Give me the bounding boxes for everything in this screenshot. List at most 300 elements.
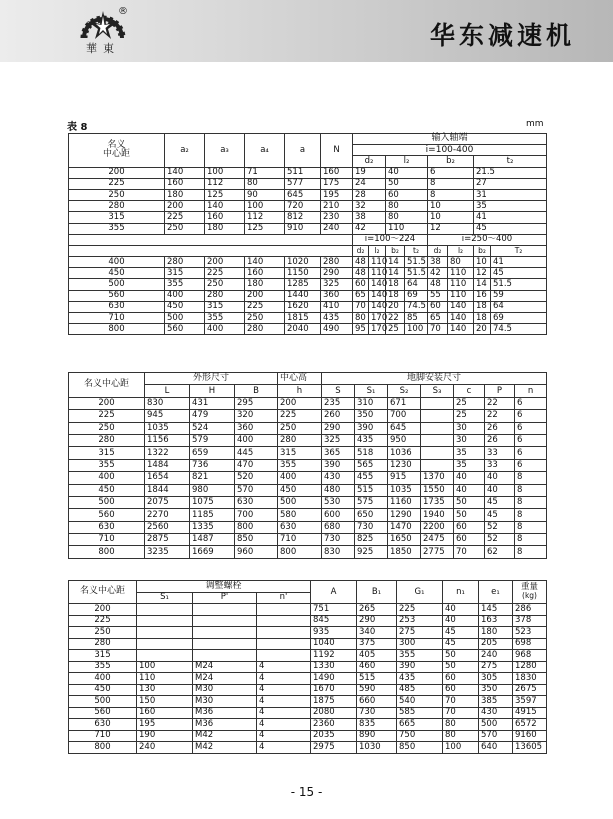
table-cell: 585 [397, 707, 443, 719]
table-cell: 100 [137, 661, 193, 673]
table-cell: 225 [69, 178, 165, 189]
table-cell: 26 [485, 422, 515, 434]
table-cell: 500 [69, 496, 145, 508]
dimension-table-3 [68, 580, 547, 754]
table-cell: 3235 [145, 546, 190, 558]
table-cell: 915 [388, 472, 421, 484]
table-cell: 9160 [513, 730, 547, 742]
table-cell: 830 [322, 546, 355, 558]
table-cell: 400 [69, 257, 165, 268]
table-cell [257, 627, 311, 639]
table-cell: 890 [357, 730, 397, 742]
table-cell: 460 [357, 661, 397, 673]
table-cell: 180 [165, 189, 205, 200]
table-row [69, 534, 547, 546]
table-cell: 225 [69, 410, 145, 422]
table-row [69, 301, 547, 312]
table-cell: 645 [388, 422, 421, 434]
table-cell: 845 [311, 615, 357, 627]
table-cell: 515 [357, 673, 397, 685]
table-cell: 22 [485, 397, 515, 409]
table-cell: 698 [513, 638, 547, 650]
table-cell: 180 [245, 279, 285, 290]
table-cell: 290 [322, 422, 355, 434]
table-cell: 315 [69, 650, 137, 662]
table-cell: 470 [235, 459, 278, 471]
table-cell: 10 [474, 257, 491, 268]
table-cell: 22 [386, 313, 405, 324]
table-cell: 435 [355, 434, 388, 446]
table-cell: 1330 [311, 661, 357, 673]
table-cell: 8 [428, 178, 474, 189]
table-cell: 18 [386, 279, 405, 290]
table-cell: 20 [474, 324, 491, 335]
header-input-shaft: 输入轴端 [353, 134, 547, 145]
table-cell: 800 [235, 521, 278, 533]
table-cell: 60 [386, 189, 428, 200]
table-cell: 1470 [388, 521, 421, 533]
table-row [69, 604, 547, 616]
table-cell: 80 [353, 313, 369, 324]
table-cell: 630 [69, 719, 137, 731]
table-cell: 1850 [388, 546, 421, 558]
table-cell: 560 [165, 324, 205, 335]
table-cell: 280 [245, 324, 285, 335]
table-cell: 280 [278, 434, 322, 446]
page-header [0, 0, 613, 62]
column-header: S [322, 385, 355, 397]
table-cell: 385 [479, 696, 513, 708]
table-cell: 280 [165, 257, 205, 268]
table-cell: 110 [369, 257, 386, 268]
table-cell: 1940 [421, 509, 454, 521]
table-cell: 200 [69, 167, 165, 178]
header-nominal-center-distance: 名义中心距 [69, 581, 137, 604]
table-cell: 430 [479, 707, 513, 719]
table-cell: 6 [515, 447, 547, 459]
table-cell: 1620 [285, 301, 321, 312]
table-row [69, 223, 547, 234]
table-cell [193, 604, 257, 616]
table-cell: 1280 [513, 661, 547, 673]
header-B1: B₁ [357, 581, 397, 604]
table-cell: 1490 [311, 673, 357, 685]
table-cell: 48 [353, 257, 369, 268]
table-cell: 21.5 [474, 167, 547, 178]
column-header: c [454, 385, 485, 397]
table-cell: 315 [165, 268, 205, 279]
table-cell: 240 [137, 742, 193, 754]
table-cell: 450 [165, 301, 205, 312]
table-cell: 910 [285, 223, 321, 234]
header-ratio-100-224: i=100～224 [353, 234, 428, 245]
table-cell: 170 [369, 313, 386, 324]
table-cell: 700 [235, 509, 278, 521]
table-cell: 515 [355, 484, 388, 496]
table-cell: 1322 [145, 447, 190, 459]
table-cell [193, 627, 257, 639]
table-cell: 2775 [421, 546, 454, 558]
column-header: S₁ [355, 385, 388, 397]
table-cell: 140 [165, 167, 205, 178]
table-cell: 821 [190, 472, 235, 484]
table-cell: 1285 [285, 279, 321, 290]
table-cell: 30 [454, 434, 485, 446]
table-cell: 575 [355, 496, 388, 508]
table-cell: 250 [69, 627, 137, 639]
header-G1: G₁ [397, 581, 443, 604]
table-cell [421, 397, 454, 409]
table-cell: 850 [397, 742, 443, 754]
table-cell: 230 [321, 212, 353, 223]
table-cell: 325 [322, 434, 355, 446]
header-foot-installation: 地脚安装尺寸 [322, 373, 547, 385]
table-cell: 4 [257, 696, 311, 708]
table-cell: 315 [278, 447, 322, 459]
table-cell: 290 [357, 615, 397, 627]
table-cell: 355 [165, 279, 205, 290]
table-row [69, 521, 547, 533]
table-cell: 70 [353, 301, 369, 312]
header-l2: l₂ [386, 156, 428, 167]
table-row [69, 167, 547, 178]
table-cell: 45 [485, 509, 515, 521]
table-cell: 125 [245, 223, 285, 234]
table-cell: 590 [357, 684, 397, 696]
table-cell: 42 [428, 268, 448, 279]
table-cell: 365 [322, 447, 355, 459]
table-cell: 112 [205, 178, 245, 189]
table-cell: 80 [443, 719, 479, 731]
logo-text: 華東 [86, 42, 120, 55]
blank-header-cell [69, 245, 353, 256]
table-cell: 38 [353, 212, 386, 223]
table-cell: 50 [443, 650, 479, 662]
table-cell: 671 [388, 397, 421, 409]
table-cell: 10 [428, 201, 474, 212]
header-weight-unit: (kg) [522, 591, 537, 600]
table-cell: 253 [397, 615, 443, 627]
header-nominal-center-distance: 名义中心距 [69, 373, 145, 398]
table-cell [193, 650, 257, 662]
table-cell: 435 [321, 313, 353, 324]
table-cell: 530 [322, 496, 355, 508]
table-row [69, 397, 547, 409]
table-cell: 62 [485, 546, 515, 558]
table-cell [137, 650, 193, 662]
table-cell: 10 [428, 212, 474, 223]
table-cell: 60 [454, 521, 485, 533]
table-cell: 140 [369, 301, 386, 312]
table-cell: 60 [428, 301, 448, 312]
table-cell: 14 [386, 268, 405, 279]
table-cell [257, 650, 311, 662]
table-cell: 315 [69, 447, 145, 459]
table-cell: 200 [165, 201, 205, 212]
table-cell: 825 [355, 534, 388, 546]
header-nominal-center [69, 134, 165, 168]
table-cell: 60 [353, 279, 369, 290]
table-cell: 260 [322, 410, 355, 422]
table-cell: 8 [515, 546, 547, 558]
table-cell: 560 [69, 290, 165, 301]
table-cell: 52 [485, 534, 515, 546]
table-cell: 1290 [388, 509, 421, 521]
table-cell: 20 [386, 301, 405, 312]
table-cell: 350 [479, 684, 513, 696]
table-cell: 4 [257, 707, 311, 719]
table-cell: 315 [69, 212, 165, 223]
table-cell: 400 [278, 472, 322, 484]
table-cell: 1484 [145, 459, 190, 471]
table-cell: 8 [515, 484, 547, 496]
table-cell: 225 [278, 410, 322, 422]
table-cell: 25 [454, 410, 485, 422]
table-cell: 41 [491, 257, 547, 268]
table-cell: 1030 [357, 742, 397, 754]
table-cell: 55 [428, 290, 448, 301]
table-cell: 225 [69, 615, 137, 627]
table-cell [193, 615, 257, 627]
column-header: B [235, 385, 278, 397]
table-cell: 160 [321, 167, 353, 178]
table-row [69, 684, 547, 696]
table-cell: 355 [69, 661, 137, 673]
column-header: H [190, 385, 235, 397]
table-cell: 1654 [145, 472, 190, 484]
table-cell: 600 [322, 509, 355, 521]
table-cell: 390 [397, 661, 443, 673]
table-cell: 225 [245, 301, 285, 312]
table-cell: 2475 [421, 534, 454, 546]
table-cell: 665 [397, 719, 443, 731]
table-cell: 1669 [190, 546, 235, 558]
table-cell: 60 [443, 673, 479, 685]
table-cell [257, 638, 311, 650]
table-cell: 2360 [311, 719, 357, 731]
table-cell: 195 [137, 719, 193, 731]
header-weight-label: 重量 [520, 582, 538, 593]
table-cell: 71 [245, 167, 285, 178]
header-ratio-250-400: i=250～400 [428, 234, 547, 245]
table-cell: 378 [513, 615, 547, 627]
column-header: b₂ [386, 245, 405, 256]
table-cell [421, 422, 454, 434]
column-header: l₂ [448, 245, 474, 256]
table-row [69, 447, 547, 459]
table-cell: 80 [448, 257, 474, 268]
table-cell: 32 [353, 201, 386, 212]
table-cell: 1670 [311, 684, 357, 696]
table-cell: 14 [386, 257, 405, 268]
table-cell: 8 [515, 509, 547, 521]
table-row [69, 212, 547, 223]
table-cell: 100 [245, 201, 285, 212]
table-cell: 500 [69, 696, 137, 708]
table-row [69, 730, 547, 742]
table-cell: 130 [137, 684, 193, 696]
table-cell: 140 [448, 301, 474, 312]
table-cell: 570 [479, 730, 513, 742]
table-cell: 835 [357, 719, 397, 731]
table-cell: 1844 [145, 484, 190, 496]
table-cell: 225 [165, 212, 205, 223]
table-cell: 485 [397, 684, 443, 696]
table-cell: 710 [69, 534, 145, 546]
table-cell: 650 [355, 509, 388, 521]
table-cell: 1335 [190, 521, 235, 533]
table-row [69, 719, 547, 731]
table-cell: 112 [245, 212, 285, 223]
table-cell: 1156 [145, 434, 190, 446]
table-row [69, 650, 547, 662]
table-cell: 1440 [285, 290, 321, 301]
table-cell: 630 [278, 521, 322, 533]
table-cell: 400 [205, 324, 245, 335]
table-cell: 405 [357, 650, 397, 662]
company-logo [70, 10, 136, 58]
table-cell: 14 [474, 279, 491, 290]
table-cell: 2270 [145, 509, 190, 521]
table-cell: 200 [69, 397, 145, 409]
table-cell: 85 [405, 313, 428, 324]
table-cell: 400 [165, 290, 205, 301]
table-cell: 33 [485, 459, 515, 471]
table-cell: 1075 [190, 496, 235, 508]
table-row [69, 627, 547, 639]
table-cell: 70 [428, 324, 448, 335]
table-row [69, 290, 547, 301]
table-cell: 170 [369, 324, 386, 335]
table-row [69, 201, 547, 212]
table-cell: 630 [235, 496, 278, 508]
table-row [69, 696, 547, 708]
column-header: n [515, 385, 547, 397]
table-cell: 110 [137, 673, 193, 685]
table-cell: 1150 [285, 268, 321, 279]
table-cell: 280 [205, 290, 245, 301]
table-cell: 1735 [421, 496, 454, 508]
table-cell: 70 [454, 546, 485, 558]
table-cell: 280 [69, 434, 145, 446]
company-name: 华东减速机 [429, 21, 575, 50]
table-cell: 445 [235, 447, 278, 459]
table-cell: 70 [443, 707, 479, 719]
table-row [69, 638, 547, 650]
table-cell: 490 [321, 324, 353, 335]
header-adjusting-bolt: 调整螺栓 [137, 581, 311, 593]
table-cell: 6 [515, 434, 547, 446]
table-cell: 265 [357, 604, 397, 616]
table-cell: 2675 [513, 684, 547, 696]
table-row [69, 472, 547, 484]
table-cell: 645 [285, 189, 321, 200]
table-cell: 750 [397, 730, 443, 742]
table-cell: 80 [443, 730, 479, 742]
table-row [69, 178, 547, 189]
table-cell: 295 [235, 397, 278, 409]
table-cell: 45 [474, 223, 547, 234]
table-cell: 730 [355, 521, 388, 533]
dimension-table-1 [68, 133, 547, 335]
table-cell: 40 [485, 472, 515, 484]
table-cell: 140 [369, 279, 386, 290]
table-cell: 48 [428, 279, 448, 290]
table-cell: 520 [235, 472, 278, 484]
table-cell: 980 [190, 484, 235, 496]
column-header: d₂ [428, 245, 448, 256]
table-cell: 145 [479, 604, 513, 616]
table-cell: 30 [454, 422, 485, 434]
table-cell [193, 638, 257, 650]
table-row [69, 313, 547, 324]
table-cell: 968 [513, 650, 547, 662]
registered-mark: ® [118, 6, 128, 17]
table-cell: 8 [428, 189, 474, 200]
table-cell: 579 [190, 434, 235, 446]
table-cell: 250 [205, 279, 245, 290]
table-cell: 1650 [388, 534, 421, 546]
table-row [69, 661, 547, 673]
table-cell [137, 638, 193, 650]
table-cell: 1035 [388, 484, 421, 496]
header-center-height: 中心高 [278, 373, 322, 385]
table-cell: 730 [322, 534, 355, 546]
table-cell: 500 [479, 719, 513, 731]
table-row [69, 189, 547, 200]
table-cell: 80 [386, 201, 428, 212]
table-cell: 1040 [311, 638, 357, 650]
table-cell: 40 [386, 167, 428, 178]
table-cell: 2560 [145, 521, 190, 533]
table-cell: 518 [355, 447, 388, 459]
table-cell: 200 [245, 290, 285, 301]
header-A: A [311, 581, 357, 604]
header-weight [513, 581, 547, 604]
table-cell: 195 [321, 189, 353, 200]
table-cell: 90 [245, 189, 285, 200]
table-row [69, 257, 547, 268]
table-cell: 1036 [388, 447, 421, 459]
table-cell: 812 [285, 212, 321, 223]
table-cell: 6 [515, 397, 547, 409]
column-header: S₁ [137, 592, 193, 604]
table-cell: 315 [205, 301, 245, 312]
table-cell: 355 [69, 223, 165, 234]
table-cell: 280 [69, 201, 165, 212]
table-row [69, 324, 547, 335]
table-cell: 1815 [285, 313, 321, 324]
table-cell: 27 [474, 178, 547, 189]
table-cell: 630 [69, 301, 165, 312]
table-cell: 430 [322, 472, 355, 484]
table-row [69, 459, 547, 471]
dimension-table-2 [68, 372, 547, 559]
table-cell: 200 [205, 257, 245, 268]
table-cell: 286 [513, 604, 547, 616]
table-cell: 8 [515, 534, 547, 546]
header-b2: b₂ [428, 156, 474, 167]
table-cell: 6 [428, 167, 474, 178]
table-cell: 40 [443, 604, 479, 616]
table-cell: 65 [428, 313, 448, 324]
table-cell: 50 [386, 178, 428, 189]
table-cell: 577 [285, 178, 321, 189]
table-cell: M24 [193, 673, 257, 685]
table-cell: 50 [443, 661, 479, 673]
table-cell: 18 [474, 313, 491, 324]
table-cell: 235 [322, 397, 355, 409]
